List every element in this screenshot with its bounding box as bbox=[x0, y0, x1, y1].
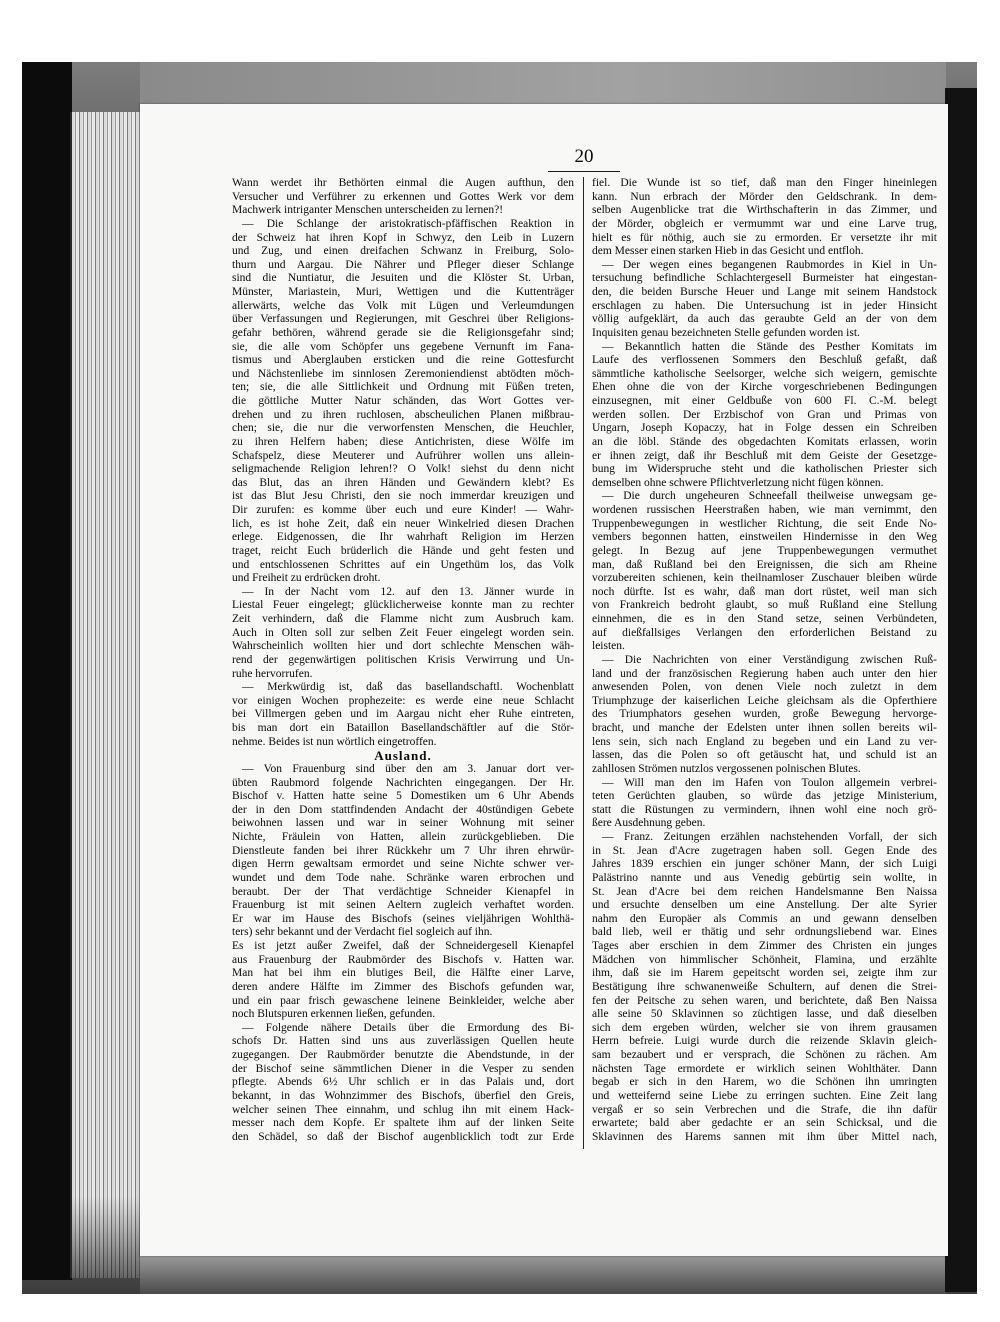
text-line: sie, die alle vom Schöpfer uns gegebene Vernunft im Fana- bbox=[232, 340, 574, 353]
text-line: ihm, daß sie im Harem gepeitscht worden sei, zeigte ihm zur bbox=[592, 967, 937, 980]
text-line: gelegt. In Bezug auf jene Truppenbewegungen vermuthet bbox=[592, 544, 937, 557]
text-line: Es ist jetzt außer Zweifel, daß der Schneidergesell Kienapfel bbox=[232, 940, 574, 952]
text-line: Sklavinnen des Harems sannen mit ihm über Mittel nach, bbox=[592, 1130, 937, 1143]
paragraph bbox=[592, 831, 937, 1144]
text-line: lich, es ist hohe Zeit, daß ein neuer Winkelried diesen Drachen bbox=[232, 517, 574, 530]
top-page-edge bbox=[140, 62, 946, 106]
text-line: Dienstleute fanden bei ihrer Rückkehr um 7 Uhr ihren ehrwür- bbox=[232, 844, 574, 857]
text-line: der Schweiz hat ihren Kopf in Schwyz, den Leib in Luzern bbox=[232, 231, 574, 244]
text-line: vergaß er so sein Verbrechen und die Strafe, die ihn dafür bbox=[592, 1103, 937, 1116]
text-line: übten Raubmord folgende Nachrichten eingegangen. Der Hr. bbox=[232, 776, 574, 789]
text-line: erschlagen zu haben. Die Untersuchung ist in jeder Hinsicht bbox=[592, 299, 937, 312]
paragraph bbox=[232, 940, 574, 1022]
text-line: ist das Blut Jesu Christi, den sie noch immerdar kreuzigen und bbox=[232, 490, 574, 503]
text-line: auf dießfallsiges Verlangen den erforderlichen Beistand zu bbox=[592, 626, 937, 639]
text-line: bald lieb, weil er thätig und sehr ordnungsliebend war. Eines bbox=[592, 926, 937, 939]
text-line: Zeit verhindern, daß die Flamme nicht zum Ausbruch kam. bbox=[232, 613, 574, 625]
text-line: vor einigen Wochen prophezeite: es werde eine neue Schlacht bbox=[232, 694, 574, 707]
text-line: sam bezaubert und er versprach, die Schönen zu rächen. Am bbox=[592, 1049, 937, 1061]
text-line: wundet und dem Tode nahe. Schränke waren erbrochen und bbox=[232, 871, 574, 884]
text-line: in St. Jean d'Acre zugetragen haben soll. Gegen Ende des bbox=[592, 844, 937, 857]
bottom-page-edge bbox=[140, 1256, 946, 1294]
text-line: statt die Rüstungen zu vermindern, ihnen wohl eine noch grö- bbox=[592, 803, 937, 816]
text-line: Triumphzuge der kaiserlichen Leiche gleichsam als die Opferthiere bbox=[592, 694, 937, 707]
text-line: pflegte. Abends 6½ Uhr schlich er in das Palais und, dort bbox=[232, 1076, 574, 1089]
book-binding-shadow bbox=[22, 62, 72, 1280]
text-line: Inquisiten genau bezeichneten Stelle gefunden worden ist. bbox=[592, 326, 860, 339]
text-line: traget, reicht Euch brüderlich die Hände und geht festen und bbox=[232, 544, 574, 557]
text-line: Man hat bei ihm ein blutiges Beil, die Hälfte einer Larve, bbox=[232, 967, 574, 980]
text-line: an die löbl. Stände des obgedachten Komitats erlassen, worin bbox=[592, 435, 937, 448]
text-line: noch dürfte. Ist es wahr, daß man dort rüstet, weil man sich bbox=[592, 585, 937, 598]
paragraph bbox=[232, 218, 574, 586]
text-line: allerwärts, welche das Volk mit Lügen und Verleumdungen bbox=[232, 299, 574, 312]
paragraph bbox=[232, 681, 574, 749]
text-line: — Von Frauenburg sind über den am 3. Januar dort ver- bbox=[242, 762, 574, 775]
text-line: hielt es für nöthig, auch sie zu ermorden. Er versetzte ihr mit bbox=[592, 231, 937, 244]
right-scan-edge bbox=[945, 88, 977, 1292]
text-line: Liestal Feuer eingelegt; glücklicherweise konnte man zu rechter bbox=[232, 599, 574, 612]
column-divider bbox=[583, 177, 584, 1149]
text-line: ruhe hervorrufen. bbox=[232, 667, 313, 680]
text-line: rend der gegenwärtigen politischen Krisis Verwirrung und Un- bbox=[232, 653, 574, 666]
text-line: fen der Peitsche zu sehen waren, und berichtete, daß Ben Naissa bbox=[592, 994, 937, 1007]
text-line: lassen, das die Polen so oft getäuscht hat, und schuld ist an bbox=[592, 749, 937, 762]
text-line: — Bekanntlich hatten die Stände des Pesther Komitats im bbox=[602, 340, 937, 353]
text-line: nächsten Tage ermordete er wirklich seinen Wohlthäter. Dann bbox=[592, 1062, 937, 1075]
text-line: nahm den Europäer als Commis an und gewann denselben bbox=[592, 912, 937, 925]
text-line: bekannt, in das Wohnzimmer des Bischofs, überfiel den Greis, bbox=[232, 1089, 574, 1102]
text-line: Schafspelz, diese Meuterer und Aufrührer wollen uns allein- bbox=[232, 449, 574, 462]
text-line: Nichte, Fräulein von Hatten, allein zurückgeblieben. Die bbox=[232, 831, 574, 843]
text-line: Versucher und Verführer zu erkennen und Gottes Werk vor dem bbox=[232, 190, 574, 203]
text-line: und ein paar frisch gewaschene leinene Beinkleider, welche aber bbox=[232, 994, 574, 1007]
text-line: Er war im Hause des Bischofs (seines vieljährigen Wohlthä- bbox=[232, 912, 574, 925]
text-line: gefahr bethören, während gerade sie die Religionsgefahr sind; bbox=[232, 326, 574, 339]
text-line: selben Augenblicke trat die Wirthschafterin in das Zimmer, und bbox=[592, 204, 937, 217]
text-line: chen; sie, die nur die verworfensten Menschen, die Heuchler, bbox=[232, 422, 574, 435]
text-line: digen Herrn gewaltsam ermordet und seine Nichte schwer ver- bbox=[232, 858, 574, 871]
text-line: Dir zurufen: es komme über euch und eure Kinder! — Wahr- bbox=[232, 504, 574, 516]
page-stack-edges bbox=[70, 112, 146, 1278]
paragraph bbox=[592, 177, 937, 259]
text-line: Herrn befreie. Luigi wurde durch die reizende Sklavin gleich- bbox=[592, 1035, 937, 1048]
text-line: zahllosen Strömen nutzlos vergossenen polnischen Blutes. bbox=[592, 762, 861, 775]
text-line: über Verfassungen und Regierungen, mit Geschrei über Religions- bbox=[232, 313, 574, 326]
text-line: St. Jean d'Acre bei dem reichen Handelsmanne Ben Naissa bbox=[592, 885, 937, 898]
text-line: Bischof v. Hatten hatte seine 5 Domestiken um 6 Uhr Abends bbox=[232, 790, 574, 803]
text-line: Palästrino nannte und aus Venedig gebürtig sein wollte, in bbox=[592, 871, 937, 884]
text-line: und ersuchte denselben um eine Anstellung. Der alte Syrier bbox=[592, 899, 937, 912]
text-line: dem Messer einen starken Hieb in das Gesicht und entfloh. bbox=[592, 245, 864, 258]
text-line: — Folgende nähere Details über die Ermordung des Bi- bbox=[242, 1021, 574, 1034]
text-line: drehen und zu ihren ruchlosen, abscheulichen Planen mißbrau- bbox=[232, 408, 574, 421]
text-line: demselben ohne schwere Pflichtverletzung nicht fügen können. bbox=[592, 476, 884, 489]
text-line: den, die beiden Bursche Heuer und Lange mit seinem Handstock bbox=[592, 286, 937, 298]
text-line: des Triumphators gesehen wurden, große Bewegung hervorge- bbox=[592, 708, 937, 721]
text-line: — In der Nacht vom 12. auf den 13. Jänner wurde in bbox=[242, 585, 574, 598]
text-line: fiel. Die Wunde ist so tief, daß man den Finger hineinlegen bbox=[592, 177, 937, 189]
text-line: von Frankreich bedroht glaubt, so muß Rußland eine Stellung bbox=[592, 599, 937, 612]
text-line: land und der französischen Regierung haben auch unter den hier bbox=[592, 667, 937, 680]
text-line: vorzubereiten schienen, kein theilnamloser Zuschauer bleiben würde bbox=[592, 572, 937, 585]
text-line: bracht, und manche der Edelsten unter ihnen sollen bereits wil- bbox=[592, 722, 937, 734]
paragraph bbox=[232, 177, 574, 218]
text-line: — Die Nachrichten von einer Verständigung zwischen Ruß- bbox=[602, 653, 937, 666]
text-line: einzusegnen, mit einer Geldbuße von 600 Fl. C.-M. belegt bbox=[592, 395, 937, 407]
text-line: werden sollen. Der Erzbischof von Gran und Primas von bbox=[592, 408, 937, 421]
page-number: 20 bbox=[574, 146, 594, 167]
text-line: lens sein, sich nach England zu begeben und ein Land zu ver- bbox=[592, 735, 937, 748]
paragraph bbox=[592, 341, 937, 491]
text-line: alle seine 50 Sklavinnen so züchtigen lasse, und daß dieselben bbox=[592, 1008, 937, 1021]
text-line: Ungarn, Joseph Kopaczy, hat in Folge dessen ein Schreiben bbox=[592, 422, 937, 435]
text-line: Machwerk intriganter Menschen unterscheiden zu lernen?! bbox=[232, 204, 504, 217]
text-line: der Mörder, obgleich er vermummt war und eine Larve trug, bbox=[592, 217, 937, 230]
text-line: erlege. Eidgenossen, die Ihr wahrhaft Religion im Herzen bbox=[232, 531, 574, 544]
text-line: begab er sich in den Harem, wo die Schönen ihn umringten bbox=[592, 1076, 937, 1089]
text-line: — Will man den im Hafen von Toulon allgemein verbrei- bbox=[602, 776, 937, 789]
text-line: und Zug, und einen dreifachen Schwanz in Freiburg, Solo- bbox=[232, 245, 574, 258]
text-line: beraubt. Der der That verdächtige Schneider Kienapfel in bbox=[232, 885, 574, 898]
text-line: und Freiheit zu erdrücken droht. bbox=[232, 572, 381, 585]
right-column bbox=[592, 177, 937, 1144]
text-line: Münster, Mariastein, Muri, Wettigen und die Kuttenträger bbox=[232, 286, 574, 298]
text-line: Truppenbewegungen in westlicher Richtung, die seit Ende No- bbox=[592, 517, 937, 530]
text-line: tersuchung befindliche Schlachtergesell Burmeister hat eingestan- bbox=[592, 272, 937, 285]
text-line: seligmachende Religion lehren!? O Volk! siehst du denn nicht bbox=[232, 463, 574, 476]
text-line: nehme. Beides ist nun wörtlich eingetroffen. bbox=[232, 735, 437, 748]
text-line: das Blut, das an ihren Händen und Gewändern klebt? Es bbox=[232, 476, 574, 489]
paragraph bbox=[232, 763, 574, 940]
header-rule bbox=[548, 171, 620, 172]
text-line: man, daß Rußland bei den Ereignissen, die sich am Rheine bbox=[592, 558, 937, 571]
text-line: noch Blutspuren erkennen ließen, gefunden. bbox=[232, 1008, 436, 1021]
text-line: Ehen ohne die von der Kirche vorgeschriebenen Bedingungen bbox=[592, 381, 937, 394]
paragraph bbox=[232, 586, 574, 681]
text-line: der in den Dom stattfindenden Andacht der 40stündigen Gebete bbox=[232, 803, 574, 816]
paragraph bbox=[592, 654, 937, 777]
text-line: sind die Nuntiatur, die Jesuiten und die Klöster St. Urban, bbox=[232, 272, 574, 285]
text-line: — Der wegen eines begangenen Raubmordes in Kiel in Un- bbox=[602, 258, 937, 271]
text-line: thurn und Aargau. Die Nährer und Pfleger dieser Schlange bbox=[232, 258, 574, 271]
text-line: ten; sie, die alle Sittlichkeit und Ordnung mit Füßen treten, bbox=[232, 381, 574, 394]
paragraph bbox=[232, 1022, 574, 1145]
text-line: Frauenburg ist mit seinen Aeltern zugleich verhaftet worden. bbox=[232, 899, 574, 912]
text-line: tismus und Aberglauben ersticken und die reine Gottesfurcht bbox=[232, 354, 574, 367]
text-line: die göttliche Mutter Natur schänden, das Wort Gottes ver- bbox=[232, 395, 574, 407]
text-line: — Franz. Zeitungen erzählen nachstehenden Vorfall, der sich bbox=[602, 831, 937, 843]
text-line: Jahres 1839 erschien ein junger schöner Mann, der sich Luigi bbox=[592, 858, 937, 871]
text-line: ters) sehr bekannt und der Verdacht fiel sogleich auf ihn. bbox=[232, 926, 493, 939]
text-line: völlig aufgeklärt, da auch das geraubte Geld an der von dem bbox=[592, 313, 937, 326]
text-line: messer nach dem Kopfe. Er spaltete ihm auf der linken Seite bbox=[232, 1117, 574, 1130]
text-line: bung im Widerspruche steht und die katholischen Priester sich bbox=[592, 463, 937, 476]
text-line: sämmtliche katholische Seelsorger, welche sich weigern, gemischte bbox=[592, 367, 937, 380]
text-line: — Die durch ungeheuren Schneefall theilweise unwegsam ge- bbox=[602, 490, 937, 503]
text-line: Laufe des verflossenen Sommers den Beschluß gefaßt, daß bbox=[592, 354, 937, 367]
text-line: der Bischof seine sämmtlichen Diener in die Vesper zu senden bbox=[232, 1062, 574, 1075]
paragraph bbox=[592, 777, 937, 832]
left-column bbox=[232, 177, 574, 1144]
text-line: — Die Schlange der aristokratisch-pfäffischen Reaktion in bbox=[242, 217, 574, 230]
text-line: anwesenden Polen, von denen Viele noch zuletzt in dem bbox=[592, 681, 937, 694]
text-line: beiwohnen lassen und war in seiner Wohnung mit seiner bbox=[232, 817, 574, 830]
text-line: Tages aber erschien in dem Zimmer des Christen ein junges bbox=[592, 940, 937, 952]
text-line: Wann werdet ihr Bethörten einmal die Augen aufthun, den bbox=[232, 177, 574, 189]
paragraph bbox=[592, 259, 937, 341]
text-line: und Nächstenliebe im sinnlosen Zeremoniendienst abtödten möch- bbox=[232, 367, 574, 380]
text-line: schofs Dr. Hatten sind uns aus zuverlässigen Quellen heute bbox=[232, 1035, 574, 1048]
text-line: und wetteifernd seine Liebe zu erringen suchten. Eine Zeit lang bbox=[592, 1089, 937, 1102]
text-line: und entschlossenen Schrittes auf ein Ungethüm los, das Volk bbox=[232, 558, 574, 571]
text-line: bei Villmergen geben und im Aargau nicht eher Ruhe eintreten, bbox=[232, 708, 574, 721]
text-line: einnehmen, die es in den Stand setze, seinen Verbündeten, bbox=[592, 613, 937, 625]
text-line: Auch in Olten soll zur selben Zeit Feuer eingelegt worden sein. bbox=[232, 626, 574, 639]
text-line: erwartete; bald aber gedachte er an sein Schicksal, und die bbox=[592, 1117, 937, 1130]
text-line: den Schädel, so daß der Bischof augenblicklich todt zur Erde bbox=[232, 1130, 574, 1143]
text-line: Wahrscheinlich wollten hier und dort schlechte Menschen wäh- bbox=[232, 640, 574, 653]
text-line: zugegangen. Der Raubmörder benutzte die Abendstunde, in der bbox=[232, 1049, 574, 1061]
text-line: kann. Nun erbrach der Mörder den Geldschrank. In dem- bbox=[592, 190, 937, 203]
text-line: bis man dort ein Bataillon Basellandschäftler auf die Stör- bbox=[232, 722, 574, 734]
text-line: — Merkwürdig ist, daß das basellandschaftl. Wochenblatt bbox=[242, 681, 574, 694]
text-line: Mädchen von himmlischer Schönheit, Flamina, und erzählte bbox=[592, 953, 937, 966]
text-line: wordenen russischen Heerstraßen haben, wie man vernimmt, den bbox=[592, 504, 937, 516]
section-heading: Ausland. bbox=[374, 748, 432, 764]
paragraph bbox=[592, 490, 937, 654]
text-line: Bestätigung ihre schwanenweiße Schultern, auf denen die Strei- bbox=[592, 980, 937, 993]
text-line: er ihnen zeigt, daß ihr Beschluß mit dem Geiste der Gesetzge- bbox=[592, 449, 937, 462]
text-line: leisten. bbox=[592, 640, 625, 653]
text-line: ßere Ausdehnung geben. bbox=[592, 817, 706, 830]
text-line: vembers begonnen hatten, einstweilen Hindernisse in den Weg bbox=[592, 531, 937, 544]
text-line: deren andere Hälfte im Zimmer des Bischofs gefunden war, bbox=[232, 980, 574, 993]
text-line: sich dem ergeben würden, welcher sie von ihrem grausamen bbox=[592, 1021, 937, 1034]
text-line: teten Gerüchten glauben, so würde das jetzige Ministerium, bbox=[592, 790, 937, 803]
text-line: zu ihren Helfern haben; diese Antichristen, diese Wölfe im bbox=[232, 435, 574, 448]
text-line: aus Frauenburg der Raubmörder des Bischofs v. Hatten war. bbox=[232, 953, 574, 966]
text-line: welcher seinen Thee einnahm, und schlug ihn mit einem Hack- bbox=[232, 1103, 574, 1116]
